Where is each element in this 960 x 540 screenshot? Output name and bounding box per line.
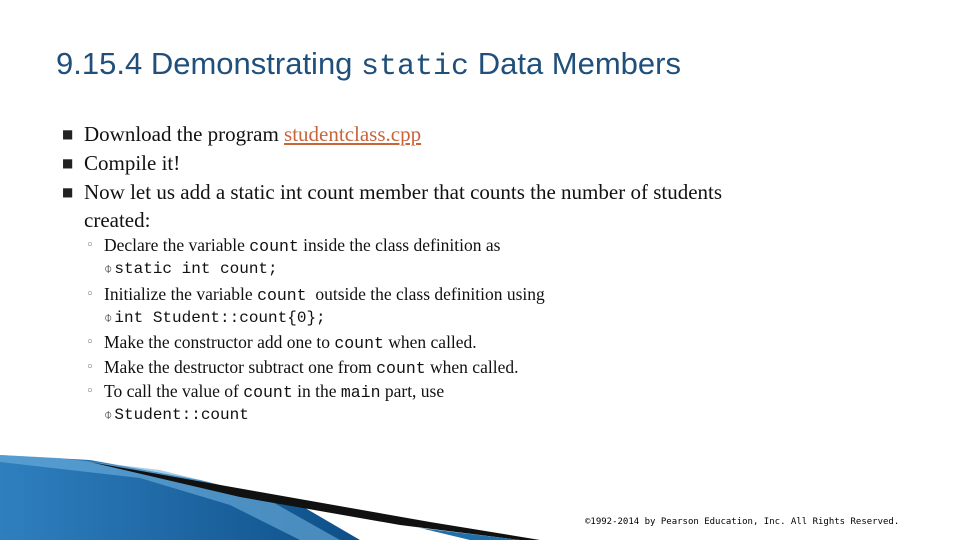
text: when called. bbox=[383, 332, 477, 352]
code-main: main bbox=[340, 383, 381, 402]
sub-bullet-marker-icon: ◦ bbox=[86, 360, 94, 375]
slide-title bbox=[56, 46, 681, 84]
sub-bullet-marker-icon: ◦ bbox=[86, 335, 94, 350]
code-marker-icon: ⌽ bbox=[104, 310, 113, 326]
code-call bbox=[104, 406, 249, 424]
sub-bullet-call bbox=[104, 379, 444, 405]
title-suffix: Data Members bbox=[477, 46, 681, 81]
code-text: Student::count bbox=[114, 406, 249, 424]
bullet-download bbox=[84, 120, 421, 149]
sub-bullet-declare bbox=[104, 233, 500, 259]
code-init bbox=[104, 309, 326, 327]
bullet-marker-icon: ■ bbox=[62, 185, 74, 199]
code-count: count bbox=[257, 286, 307, 305]
title-prefix: Demonstrating bbox=[150, 46, 353, 81]
text: when called. bbox=[425, 357, 519, 377]
bullet-marker-icon: ■ bbox=[62, 156, 74, 170]
text: part, use bbox=[380, 381, 445, 401]
text: Make the constructor add one to bbox=[104, 332, 335, 352]
sub-bullet-init bbox=[104, 282, 545, 308]
sub-bullet-dtor bbox=[104, 355, 518, 381]
bullet-add-member-line2: created: bbox=[84, 208, 151, 232]
code-text: static int count; bbox=[114, 260, 278, 278]
text: To call the value of bbox=[104, 381, 244, 401]
bullet-text: Download the program bbox=[84, 122, 285, 146]
bullet-marker-icon: ■ bbox=[62, 127, 74, 141]
text: Declare the variable bbox=[104, 235, 250, 255]
text: outside the class definition using bbox=[306, 284, 545, 304]
section-number: 9.15.4 bbox=[56, 46, 143, 81]
sub-bullet-marker-icon: ◦ bbox=[86, 384, 94, 399]
code-marker-icon: ⌽ bbox=[104, 407, 113, 423]
code-text: int Student::count{0}; bbox=[114, 309, 326, 327]
text: in the bbox=[292, 381, 341, 401]
title-code: static bbox=[361, 50, 470, 84]
code-marker-icon: ⌽ bbox=[104, 261, 113, 277]
code-declare bbox=[104, 260, 278, 278]
code-count: count bbox=[243, 383, 293, 402]
text: Initialize the variable bbox=[104, 284, 258, 304]
code-count: count bbox=[249, 237, 299, 256]
bullet-compile: Compile it! bbox=[84, 151, 181, 175]
sub-bullet-ctor bbox=[104, 330, 477, 356]
copyright-footer: ©1992-2014 by Pearson Education, Inc. All Rights Reserved. bbox=[585, 517, 900, 527]
bullet-add-member-line1: Now let us add a static int count member that counts the number of students bbox=[84, 180, 723, 204]
text: inside the class definition as bbox=[298, 235, 501, 255]
program-link[interactable]: studentclass.cpp bbox=[284, 122, 422, 146]
code-count: count bbox=[334, 334, 384, 353]
text: Make the destructor subtract one from bbox=[104, 357, 377, 377]
sub-bullet-marker-icon: ◦ bbox=[86, 287, 94, 302]
sub-bullet-marker-icon: ◦ bbox=[86, 238, 94, 253]
code-count: count bbox=[376, 359, 426, 378]
